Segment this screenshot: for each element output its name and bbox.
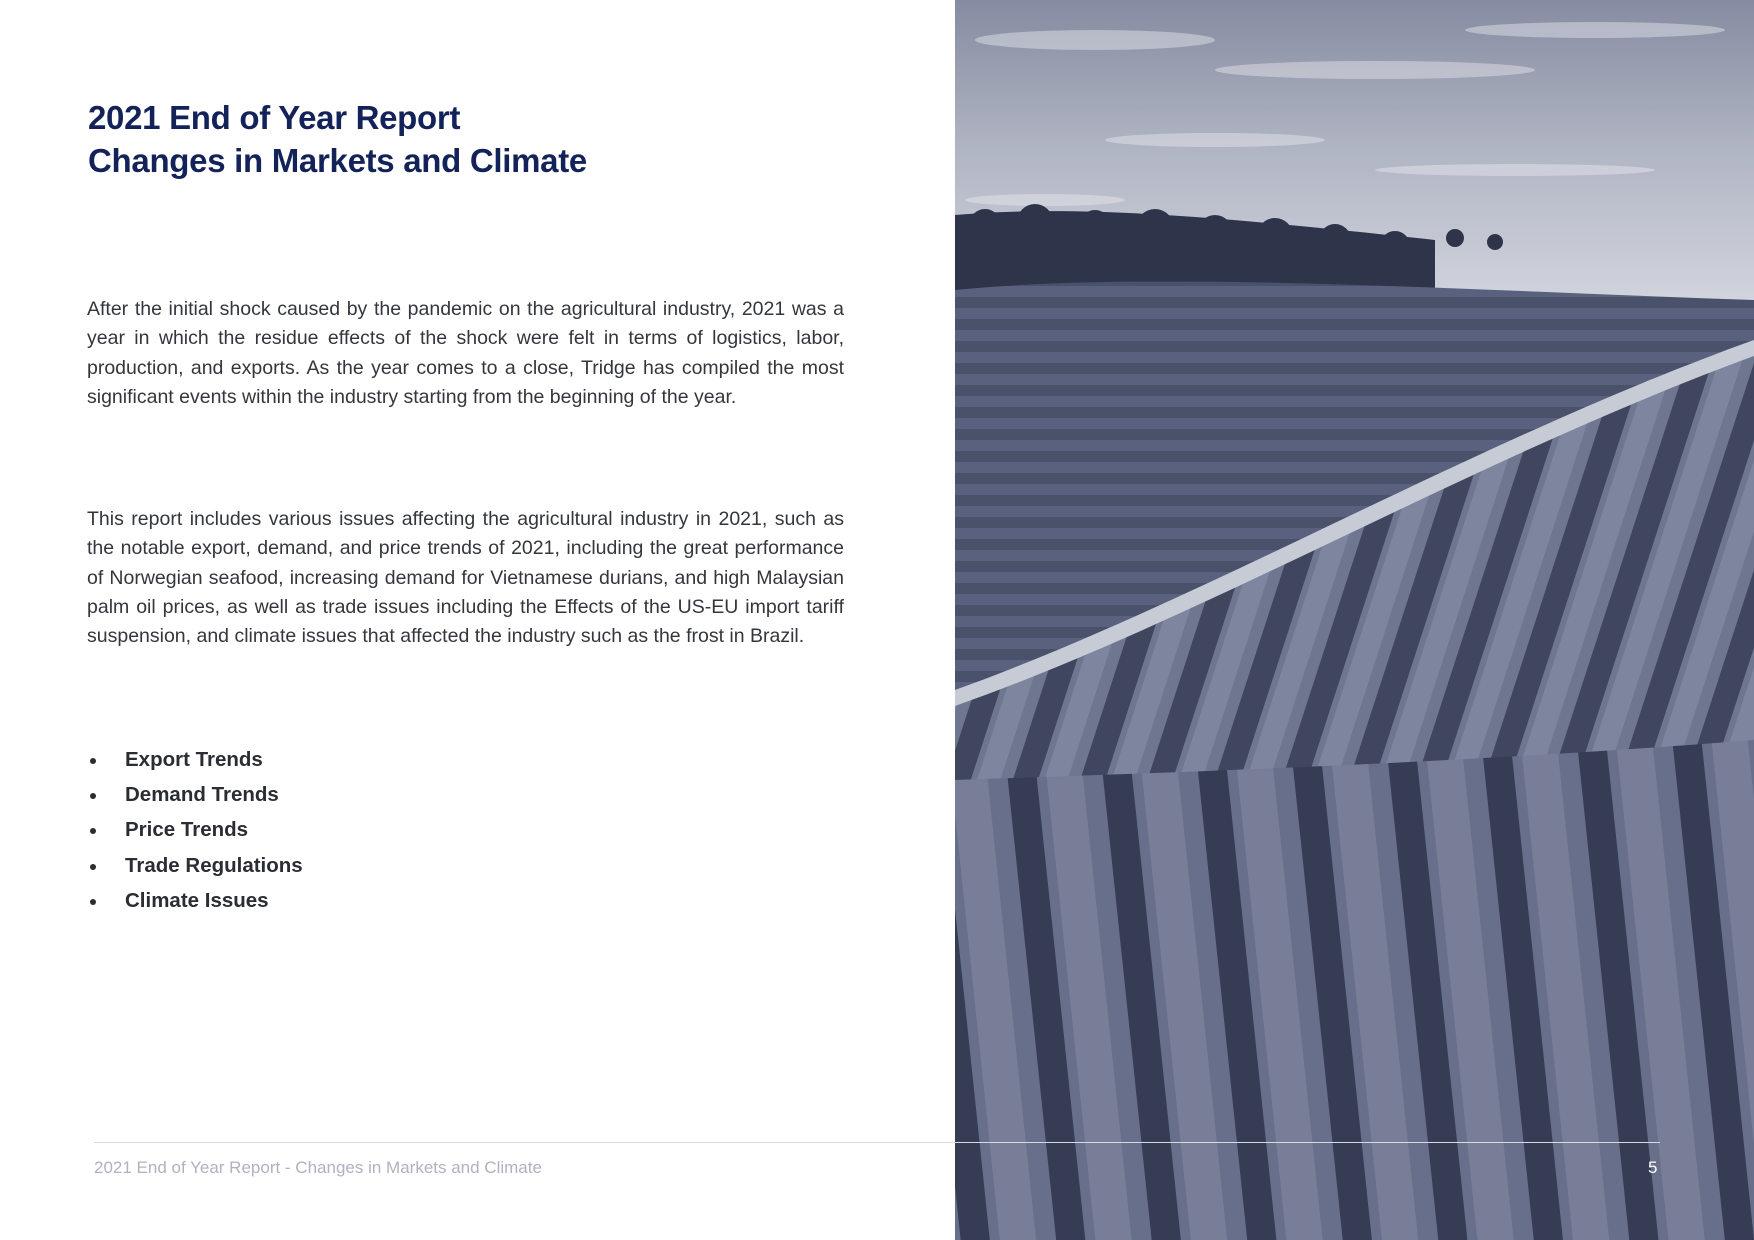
list-item: Export Trends <box>87 745 303 780</box>
footer-divider <box>94 1142 1660 1143</box>
intro-paragraph: After the initial shock caused by the pandemic on the agricultural industry, 2021 was a year in which the residue effects of the shock were felt in terms of logistics, labor, production, and exports. As the year comes to a close, Tridge has compiled the most significant events within the industry starting from the beginning of the year. <box>87 298 844 408</box>
list-item: Demand Trends <box>87 780 303 815</box>
tea-plantation-photo <box>955 0 1754 1240</box>
list-item: Trade Regulations <box>87 851 303 886</box>
list-item: Climate Issues <box>87 886 303 921</box>
page-number: 5 <box>1648 1158 1658 1177</box>
footer-text: 2021 End of Year Report - Changes in Markets and Climate <box>94 1158 542 1177</box>
scope-paragraph: This report includes various issues affecting the agricultural industry in 2021, such as the notable export, demand, and price trends of 2021, including the great performance of Norwegian seafood, increasing demand for Vietnamese durians, and high Malaysian palm oil prices, as well as trade issues including the Effects of the US-EU import tariff suspension, and climate issues that affected the industry such as the frost in Brazil. <box>87 508 844 648</box>
title-line-2: Changes in Markets and Climate <box>88 142 587 179</box>
page-title <box>88 96 587 182</box>
plantation-illustration <box>955 0 1754 1240</box>
title-line-1: 2021 End of Year Report <box>88 99 461 136</box>
topic-list <box>87 745 303 921</box>
list-item: Price Trends <box>87 815 303 850</box>
